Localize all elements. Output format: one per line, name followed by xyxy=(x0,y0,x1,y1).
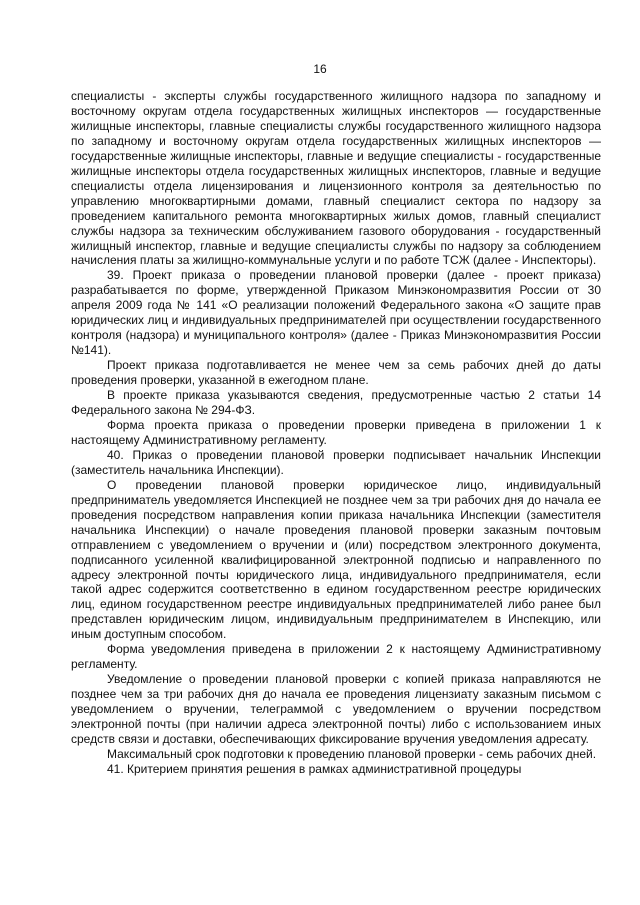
paragraph: Максимальный срок подготовки к проведению плановой проверки - семь рабочих дней. xyxy=(107,746,597,761)
paragraph: Форма уведомления приведена в приложении 2 к настоящему Административному регламенту. xyxy=(71,642,601,672)
paragraph: 39. Проект приказа о проведении плановой проверки (далее - проект приказа) разрабатывается по форме, утвержденной Приказом Минэкономразвития России от 30 апреля 2009 года № 141 «О реализации положений Федерального закона «О защите прав юридических лиц и индивидуальных предпринимателей при осуществлении государственного контроля (надзора) и муниципального контроля» (далее - Приказ Минэкономразвития России №141). xyxy=(71,268,601,358)
body-text xyxy=(71,89,601,777)
page-number: 16 xyxy=(313,62,327,76)
paragraph: Проект приказа подготавливается не менее чем за семь рабочих дней до даты проведения проверки, указанной в ежегодном плане. xyxy=(71,358,601,388)
paragraph: В проекте приказа указываются сведения, предусмотренные частью 2 статьи 14 Федерального закона № 294-ФЗ. xyxy=(71,388,601,418)
paragraph: Форма проекта приказа о проведении проверки приведена в приложении 1 к настоящему Административному регламенту. xyxy=(71,417,601,447)
paragraph: О проведении плановой проверки юридическое лицо, индивидуальный предприниматель уведомляется Инспекцией не позднее чем за три рабочих дня до начала ее проведения посредством направления копии приказа начальника Инспекции (заместителя начальника Инспекции) о начале проведения плановой проверки заказным почтовым отправлением с уведомлением о вручении и (или) посредством электронного документа, подписанного усиленной квалифицированной электронной подписью и направленного по адресу электронной почты юридического лица, индивидуального предпринимателя, если такой адрес содержится соответственно в едином государственном реестре юридических лиц, едином государственном реестре индивидуальных предпринимателей либо ранее был представлен юридическим лицом, индивидуальным предпринимателем в Инспекцию, или иным доступным способом. xyxy=(71,477,601,642)
paragraph: Уведомление о проведении плановой проверки с копией приказа направляются не позднее чем за три рабочих дня до начала ее проведения лицензиату заказным письмом с уведомлением о вручении, телеграммой с уведомлением о вручении посредством электронной почты (при наличии адреса электронной почты) либо с использованием иных средств связи и доставки, обеспечивающих фиксирование вручения уведомления адресату. xyxy=(71,672,601,746)
paragraph: 40. Приказ о проведении плановой проверки подписывает начальник Инспекции (заместитель начальника Инспекции). xyxy=(71,447,601,477)
paragraph: специалисты - эксперты службы государственного жилищного надзора по западному и восточному округам отдела государственных жилищных инспекторов — государственные жилищные инспекторы, главные специалисты службы государственного жилищного надзора по западному и восточному округам отдела государственных жилищных инспекторов — государственные жилищные инспекторы, главные и ведущие специалисты - государственные жилищные инспекторы отдела государственных жилищных инспекторов, главные и ведущие специалисты отдела лицензирования и лицензионного контроля за деятельностью по управлению многоквартирными домами, главный специалист сектора по надзору за проведением капитального ремонта многоквартирных жилых домов, главный специалист службы надзора за техническим обслуживанием газового оборудования - государственный жилищный инспектор, главные и ведущие специалисты службы по надзору за соблюдением начисления платы за жилищно-коммунальные услуги и по работе ТСЖ (далее - Инспекторы). xyxy=(71,89,601,268)
paragraph: 41. Критерием принятия решения в рамках административной процедуры xyxy=(107,761,522,776)
